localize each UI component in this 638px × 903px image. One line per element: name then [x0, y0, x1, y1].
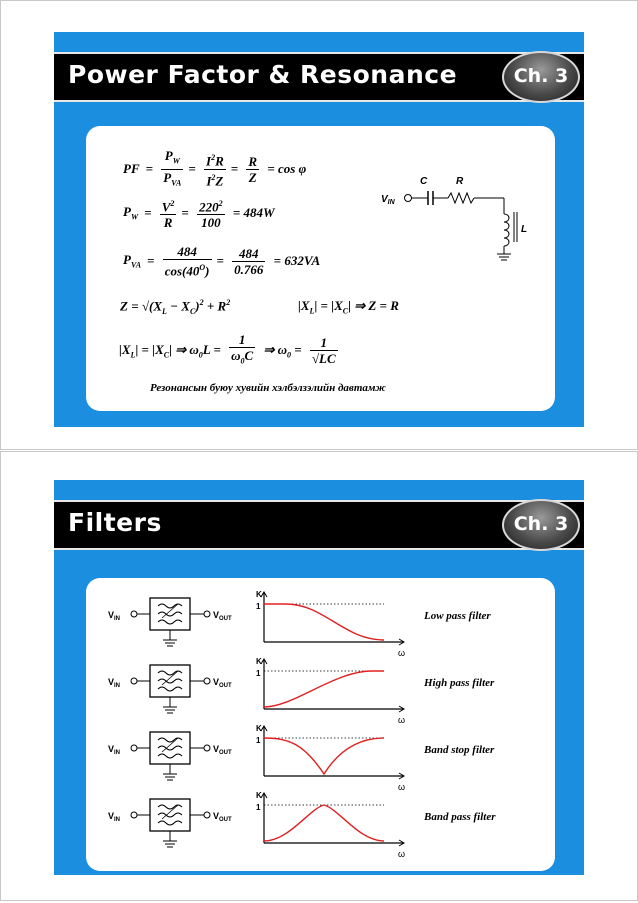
filter-block: [150, 732, 190, 764]
res-sub-0: 0: [198, 350, 203, 360]
response-curve: [264, 671, 384, 707]
pf-num3: R: [248, 153, 258, 169]
pw-num1-sup: 2: [170, 199, 175, 208]
pw-den1: R: [163, 215, 173, 231]
input-terminal: [131, 745, 137, 751]
omega-axis-label: ω: [398, 782, 406, 792]
output-terminal: [204, 611, 210, 617]
omega-axis-label: ω: [398, 849, 406, 859]
cond-sub-c: C: [342, 306, 349, 316]
pva-equation: $P_{VA}$ = $\frac{484}{\cos(40^O)}$ = $\frac{484}{0.766}$ = 632VA: [123, 244, 321, 279]
pw-den2: 100: [201, 215, 221, 231]
pf-num2: I: [206, 153, 212, 169]
z-sup-2: 2: [199, 298, 204, 307]
filter-row: [86, 584, 555, 658]
pf-rhs: = cos φ: [267, 161, 307, 177]
resistor-label: R: [456, 176, 464, 187]
z-eq-a: Z = √(X: [120, 298, 162, 314]
res-frac-den: ω: [231, 348, 241, 363]
chapter-badge: [502, 51, 580, 103]
res-frac-num: 1: [229, 332, 255, 348]
pf-den2: I: [206, 172, 212, 188]
input-terminal: [131, 611, 137, 617]
res-sub-l: L: [130, 350, 136, 360]
input-terminal: [131, 812, 137, 818]
slide-title: Power Factor & Resonance: [68, 60, 458, 89]
pf-fraction-2: [204, 150, 226, 188]
filter-name: Band pass filter: [424, 811, 496, 823]
filter-name: Band stop filter: [424, 744, 495, 756]
pw-fraction-2: [197, 196, 225, 230]
response-curve: [264, 604, 384, 640]
unity-tick-label: 1: [256, 736, 261, 745]
k-axis-label: K: [256, 724, 262, 733]
pw-equation: $P_W$ = $\frac{V^2}{R}$ = $\frac{220^2}{100}$ = 484W: [120, 196, 278, 230]
res-frac2-num: 1: [310, 335, 338, 351]
slide-filters: [54, 480, 584, 875]
chapter-label: Ch. 3: [513, 513, 569, 535]
reactance-condition: [298, 298, 399, 316]
pva-fraction-1: [163, 244, 212, 278]
output-terminal: [204, 745, 210, 751]
circuit-input-terminal: [405, 195, 412, 202]
pf-den2-sup: 2: [211, 172, 216, 182]
pw-num1: V: [161, 199, 171, 215]
circuit-vin-label: $V_{IN}$: [381, 194, 395, 206]
slide-power-factor: [54, 32, 584, 427]
z-sup-r: 2: [226, 298, 231, 307]
title-bar: [54, 52, 584, 102]
pva-den1-tail: ): [205, 263, 210, 279]
res-b: | = |X: [135, 341, 164, 357]
res-e: ⇒ ω: [263, 341, 287, 357]
content-card: [86, 126, 555, 411]
output-terminal: [204, 812, 210, 818]
resonance-caption: Резонансын буюу хувийн хэлбэлзэлийн давтамж: [150, 382, 386, 394]
filter-diagram: [86, 785, 416, 859]
pva-symbol-sub: VA: [130, 260, 142, 270]
vout-label: $V_{OUT}$: [213, 610, 232, 622]
inductor-coil: [504, 214, 509, 246]
slide-title: Filters: [68, 508, 162, 537]
pf-fraction-1: [161, 148, 183, 190]
res-c: | ⇒ ω: [169, 341, 199, 357]
k-axis-label: K: [256, 791, 262, 800]
pva-den2: 0.766: [234, 261, 264, 277]
vout-label: $V_{OUT}$: [213, 744, 232, 756]
z-sub-c: C: [189, 306, 196, 316]
filter-diagram: [86, 718, 416, 792]
unity-tick-label: 1: [256, 602, 261, 611]
pf-equation: PF = $\frac{P_W}{P_{VA}}$ = $\frac{I^2R}{I^2Z}$ = $\frac{R}{Z}$ = cos φ: [120, 148, 309, 190]
res-frac2-den: √LC: [311, 350, 336, 366]
slide-frame-1: [0, 0, 638, 450]
res-frac-den-sub: 0: [240, 356, 245, 366]
cond-a: |X: [298, 298, 310, 313]
res-sub-c: C: [163, 350, 170, 360]
k-axis-label: K: [256, 657, 262, 666]
vin-label: $V_{IN}$: [108, 677, 121, 689]
title-bar: [54, 500, 584, 550]
res-d: L =: [202, 341, 221, 357]
pw-symbol: P: [123, 204, 131, 220]
pva-den1-sup: O: [199, 263, 206, 272]
filter-diagram: [86, 651, 416, 725]
unity-tick-label: 1: [256, 669, 261, 678]
pva-symbol: P: [123, 252, 131, 268]
capacitor-label: C: [420, 176, 428, 187]
response-curve: [264, 805, 384, 841]
pf-num2-tail: R: [215, 153, 224, 169]
pva-num1: 484: [163, 244, 212, 260]
filter-block: [150, 598, 190, 630]
cond-c: | ⇒ Z = R: [348, 298, 399, 313]
unity-tick-label: 1: [256, 803, 261, 812]
pf-num1: P: [164, 148, 173, 163]
filter-row: [86, 651, 555, 725]
filter-name: Low pass filter: [424, 610, 491, 622]
input-terminal: [131, 678, 137, 684]
pf-fraction-3: [246, 154, 259, 185]
pva-num2: 484: [232, 246, 265, 262]
cond-b: | = |X: [314, 298, 343, 313]
vin-label: $V_{IN}$: [108, 811, 121, 823]
omega-axis-label: ω: [398, 715, 406, 725]
vin-label: $V_{IN}$: [108, 744, 121, 756]
filters-card: [86, 578, 555, 871]
res-fraction-2: [310, 335, 338, 366]
filter-row: [86, 785, 555, 859]
response-curve: [264, 738, 384, 774]
chapter-label: Ch. 3: [513, 65, 569, 87]
rlc-circuit-diagram: [378, 172, 538, 272]
pva-den1: cos(40: [164, 263, 200, 279]
res-fraction-1: [229, 332, 255, 369]
z-eq-mid: − X: [166, 298, 190, 314]
k-axis-label: K: [256, 590, 262, 599]
output-terminal: [204, 678, 210, 684]
pva-rhs: = 632VA: [273, 253, 321, 269]
vout-label: $V_{OUT}$: [213, 677, 232, 689]
resistor-zigzag: [448, 193, 474, 203]
pf-num2-sup: 2: [211, 153, 216, 163]
filter-block: [150, 799, 190, 831]
pw-rhs: = 484W: [232, 205, 275, 221]
pf-den2-tail: Z: [215, 172, 224, 188]
pva-fraction-2: [232, 246, 265, 277]
slide-frame-2: [0, 451, 638, 901]
pf-num1-sub: W: [172, 156, 180, 166]
filter-name: High pass filter: [424, 677, 495, 689]
pf-den1-sub: VA: [171, 178, 182, 188]
pw-fraction-1: [160, 196, 177, 230]
chapter-badge: [502, 499, 580, 551]
filter-row: [86, 718, 555, 792]
z-sub-l: L: [161, 306, 167, 316]
pw-symbol-sub: W: [130, 212, 139, 222]
cond-sub-l: L: [309, 306, 315, 316]
resonance-equation: [116, 332, 340, 369]
z-eq-tail: ): [195, 298, 200, 314]
inductor-label: L: [521, 224, 528, 235]
pf-symbol: PF: [123, 161, 140, 177]
pw-num2: 220: [199, 199, 219, 215]
res-frac-den-tail: C: [244, 348, 254, 363]
res-f: =: [294, 341, 302, 357]
res-a: |X: [119, 341, 131, 357]
vout-label: $V_{OUT}$: [213, 811, 232, 823]
filter-block: [150, 665, 190, 697]
omega-axis-label: ω: [398, 648, 406, 658]
res-sub-0b: 0: [287, 350, 291, 360]
pf-den1: P: [163, 169, 172, 185]
pf-den3: Z: [248, 169, 257, 185]
filter-diagram: [86, 584, 416, 658]
z-eq-plus: + R: [203, 298, 227, 314]
impedance-equation: [120, 298, 230, 316]
vin-label: $V_{IN}$: [108, 610, 121, 622]
pw-num2-sup: 2: [218, 199, 223, 208]
